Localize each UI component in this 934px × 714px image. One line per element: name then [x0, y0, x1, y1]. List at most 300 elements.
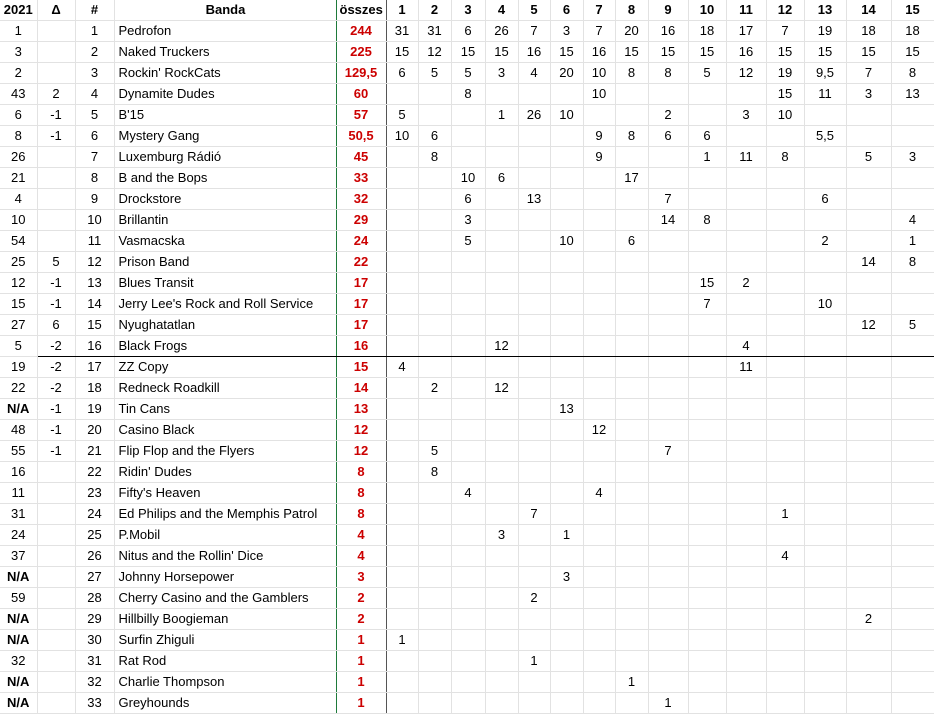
cell-year[interactable]: 26	[0, 147, 37, 168]
cell-total[interactable]: 60	[336, 84, 386, 105]
cell-position[interactable]: 26	[75, 546, 114, 567]
cell-round-5[interactable]	[518, 672, 550, 693]
cell-round-12[interactable]	[766, 609, 804, 630]
cell-round-11[interactable]	[726, 651, 766, 672]
cell-round-4[interactable]	[485, 504, 518, 525]
cell-round-6[interactable]	[550, 168, 583, 189]
cell-year[interactable]: 10	[0, 210, 37, 231]
cell-round-1[interactable]	[386, 504, 418, 525]
cell-round-4[interactable]	[485, 357, 518, 378]
header-round-9[interactable]: 9	[648, 0, 688, 21]
cell-round-14[interactable]	[846, 441, 891, 462]
cell-round-14[interactable]	[846, 399, 891, 420]
cell-round-8[interactable]	[615, 210, 648, 231]
cell-round-3[interactable]	[451, 294, 485, 315]
cell-round-13[interactable]	[804, 630, 846, 651]
cell-round-11[interactable]	[726, 252, 766, 273]
cell-round-12[interactable]	[766, 336, 804, 357]
cell-round-13[interactable]	[804, 462, 846, 483]
cell-round-6[interactable]	[550, 588, 583, 609]
cell-round-15[interactable]	[891, 378, 934, 399]
cell-round-7[interactable]	[583, 252, 615, 273]
cell-round-4[interactable]	[485, 672, 518, 693]
cell-round-12[interactable]	[766, 567, 804, 588]
cell-round-3[interactable]	[451, 546, 485, 567]
cell-round-1[interactable]	[386, 231, 418, 252]
cell-round-3[interactable]: 6	[451, 21, 485, 42]
cell-round-11[interactable]	[726, 693, 766, 714]
cell-total[interactable]: 2	[336, 609, 386, 630]
cell-round-14[interactable]	[846, 525, 891, 546]
cell-round-4[interactable]: 15	[485, 42, 518, 63]
cell-round-11[interactable]	[726, 525, 766, 546]
cell-round-5[interactable]: 4	[518, 63, 550, 84]
cell-round-10[interactable]	[688, 441, 726, 462]
cell-round-8[interactable]	[615, 609, 648, 630]
cell-round-6[interactable]	[550, 420, 583, 441]
cell-delta[interactable]: -1	[37, 294, 75, 315]
cell-round-13[interactable]	[804, 588, 846, 609]
cell-round-11[interactable]: 11	[726, 147, 766, 168]
cell-round-1[interactable]: 1	[386, 630, 418, 651]
cell-position[interactable]: 6	[75, 126, 114, 147]
cell-round-6[interactable]	[550, 693, 583, 714]
cell-total[interactable]: 16	[336, 336, 386, 357]
cell-round-14[interactable]	[846, 672, 891, 693]
cell-round-4[interactable]: 26	[485, 21, 518, 42]
cell-round-10[interactable]: 15	[688, 42, 726, 63]
cell-round-10[interactable]	[688, 231, 726, 252]
cell-round-12[interactable]	[766, 231, 804, 252]
cell-year[interactable]: 59	[0, 588, 37, 609]
cell-total[interactable]: 8	[336, 504, 386, 525]
cell-total[interactable]: 1	[336, 630, 386, 651]
cell-round-1[interactable]: 10	[386, 126, 418, 147]
cell-round-10[interactable]	[688, 672, 726, 693]
cell-round-12[interactable]: 15	[766, 42, 804, 63]
cell-round-10[interactable]	[688, 336, 726, 357]
cell-round-5[interactable]: 16	[518, 42, 550, 63]
cell-round-10[interactable]: 5	[688, 63, 726, 84]
cell-round-9[interactable]: 1	[648, 693, 688, 714]
cell-delta[interactable]: 6	[37, 315, 75, 336]
cell-round-2[interactable]	[418, 84, 451, 105]
cell-round-2[interactable]: 12	[418, 42, 451, 63]
cell-round-6[interactable]: 15	[550, 42, 583, 63]
cell-round-15[interactable]: 8	[891, 252, 934, 273]
cell-round-13[interactable]: 11	[804, 84, 846, 105]
cell-round-2[interactable]	[418, 168, 451, 189]
cell-round-10[interactable]	[688, 357, 726, 378]
cell-round-8[interactable]	[615, 504, 648, 525]
cell-round-7[interactable]	[583, 609, 615, 630]
header-year[interactable]: 2021	[0, 0, 37, 21]
cell-position[interactable]: 20	[75, 420, 114, 441]
cell-round-3[interactable]	[451, 651, 485, 672]
cell-round-11[interactable]	[726, 609, 766, 630]
cell-round-2[interactable]	[418, 651, 451, 672]
cell-round-3[interactable]	[451, 609, 485, 630]
cell-round-11[interactable]	[726, 441, 766, 462]
cell-round-2[interactable]	[418, 210, 451, 231]
header-round-10[interactable]: 10	[688, 0, 726, 21]
cell-round-8[interactable]	[615, 651, 648, 672]
cell-round-9[interactable]: 16	[648, 21, 688, 42]
cell-round-5[interactable]: 7	[518, 504, 550, 525]
cell-round-9[interactable]	[648, 567, 688, 588]
cell-year[interactable]: 22	[0, 378, 37, 399]
cell-round-11[interactable]	[726, 231, 766, 252]
cell-band-name[interactable]: Rat Rod	[114, 651, 336, 672]
cell-position[interactable]: 16	[75, 336, 114, 357]
cell-round-9[interactable]	[648, 147, 688, 168]
cell-round-9[interactable]: 7	[648, 189, 688, 210]
cell-round-9[interactable]	[648, 525, 688, 546]
cell-delta[interactable]	[37, 672, 75, 693]
cell-round-5[interactable]	[518, 252, 550, 273]
cell-delta[interactable]	[37, 546, 75, 567]
cell-round-10[interactable]	[688, 399, 726, 420]
cell-round-12[interactable]	[766, 588, 804, 609]
cell-delta[interactable]	[37, 231, 75, 252]
cell-round-10[interactable]	[688, 651, 726, 672]
cell-round-12[interactable]	[766, 525, 804, 546]
cell-round-1[interactable]	[386, 273, 418, 294]
cell-round-14[interactable]	[846, 294, 891, 315]
cell-year[interactable]: 21	[0, 168, 37, 189]
cell-round-5[interactable]	[518, 210, 550, 231]
cell-round-15[interactable]	[891, 189, 934, 210]
cell-round-15[interactable]	[891, 336, 934, 357]
cell-round-12[interactable]	[766, 693, 804, 714]
cell-band-name[interactable]: Naked Truckers	[114, 42, 336, 63]
cell-round-13[interactable]	[804, 399, 846, 420]
cell-position[interactable]: 10	[75, 210, 114, 231]
cell-round-1[interactable]	[386, 399, 418, 420]
cell-round-3[interactable]	[451, 672, 485, 693]
cell-position[interactable]: 2	[75, 42, 114, 63]
cell-round-1[interactable]	[386, 84, 418, 105]
header-round-14[interactable]: 14	[846, 0, 891, 21]
cell-round-6[interactable]: 10	[550, 105, 583, 126]
cell-round-8[interactable]	[615, 588, 648, 609]
cell-round-15[interactable]	[891, 651, 934, 672]
cell-band-name[interactable]: Greyhounds	[114, 693, 336, 714]
cell-round-3[interactable]: 15	[451, 42, 485, 63]
header-round-6[interactable]: 6	[550, 0, 583, 21]
cell-total[interactable]: 1	[336, 651, 386, 672]
cell-round-5[interactable]	[518, 336, 550, 357]
cell-round-14[interactable]	[846, 105, 891, 126]
cell-round-14[interactable]	[846, 126, 891, 147]
cell-round-2[interactable]: 31	[418, 21, 451, 42]
cell-round-15[interactable]	[891, 483, 934, 504]
cell-round-7[interactable]: 10	[583, 63, 615, 84]
cell-round-13[interactable]	[804, 567, 846, 588]
cell-round-7[interactable]: 12	[583, 420, 615, 441]
cell-round-14[interactable]: 15	[846, 42, 891, 63]
cell-band-name[interactable]: Prison Band	[114, 252, 336, 273]
cell-round-9[interactable]: 7	[648, 441, 688, 462]
cell-delta[interactable]: -1	[37, 105, 75, 126]
cell-year[interactable]: 1	[0, 21, 37, 42]
cell-round-7[interactable]: 4	[583, 483, 615, 504]
cell-round-4[interactable]	[485, 630, 518, 651]
header-round-2[interactable]: 2	[418, 0, 451, 21]
cell-round-9[interactable]: 14	[648, 210, 688, 231]
cell-round-1[interactable]: 5	[386, 105, 418, 126]
cell-delta[interactable]	[37, 42, 75, 63]
cell-round-7[interactable]	[583, 588, 615, 609]
cell-round-1[interactable]	[386, 336, 418, 357]
cell-round-5[interactable]	[518, 273, 550, 294]
cell-year[interactable]: 32	[0, 651, 37, 672]
cell-round-8[interactable]	[615, 273, 648, 294]
cell-round-15[interactable]: 4	[891, 210, 934, 231]
cell-round-5[interactable]: 7	[518, 21, 550, 42]
cell-round-3[interactable]	[451, 315, 485, 336]
cell-band-name[interactable]: Mystery Gang	[114, 126, 336, 147]
cell-round-5[interactable]	[518, 231, 550, 252]
cell-round-4[interactable]: 12	[485, 378, 518, 399]
cell-delta[interactable]: -2	[37, 378, 75, 399]
cell-round-5[interactable]: 2	[518, 588, 550, 609]
cell-position[interactable]: 21	[75, 441, 114, 462]
cell-round-4[interactable]	[485, 462, 518, 483]
cell-round-10[interactable]: 7	[688, 294, 726, 315]
cell-round-15[interactable]	[891, 588, 934, 609]
cell-round-3[interactable]	[451, 693, 485, 714]
cell-round-6[interactable]: 20	[550, 63, 583, 84]
cell-band-name[interactable]: Fifty's Heaven	[114, 483, 336, 504]
cell-round-14[interactable]	[846, 567, 891, 588]
cell-band-name[interactable]: Pedrofon	[114, 21, 336, 42]
cell-round-3[interactable]: 5	[451, 63, 485, 84]
cell-round-5[interactable]	[518, 399, 550, 420]
cell-delta[interactable]	[37, 651, 75, 672]
cell-round-13[interactable]	[804, 357, 846, 378]
cell-round-3[interactable]	[451, 504, 485, 525]
cell-band-name[interactable]: ZZ Copy	[114, 357, 336, 378]
cell-total[interactable]: 12	[336, 420, 386, 441]
cell-round-10[interactable]	[688, 189, 726, 210]
cell-round-15[interactable]: 13	[891, 84, 934, 105]
cell-total[interactable]: 4	[336, 546, 386, 567]
cell-round-12[interactable]	[766, 462, 804, 483]
cell-band-name[interactable]: P.Mobil	[114, 525, 336, 546]
cell-round-3[interactable]: 8	[451, 84, 485, 105]
cell-position[interactable]: 9	[75, 189, 114, 210]
cell-round-7[interactable]: 9	[583, 126, 615, 147]
cell-round-8[interactable]	[615, 567, 648, 588]
header-total[interactable]: összes	[336, 0, 386, 21]
cell-round-9[interactable]	[648, 630, 688, 651]
cell-round-9[interactable]	[648, 315, 688, 336]
cell-round-6[interactable]	[550, 378, 583, 399]
cell-round-3[interactable]: 6	[451, 189, 485, 210]
cell-round-9[interactable]	[648, 588, 688, 609]
cell-round-7[interactable]	[583, 105, 615, 126]
header-round-4[interactable]: 4	[485, 0, 518, 21]
cell-round-13[interactable]	[804, 210, 846, 231]
cell-round-2[interactable]: 6	[418, 126, 451, 147]
cell-round-3[interactable]	[451, 336, 485, 357]
cell-round-6[interactable]	[550, 504, 583, 525]
cell-band-name[interactable]: Vasmacska	[114, 231, 336, 252]
cell-round-14[interactable]: 5	[846, 147, 891, 168]
cell-total[interactable]: 13	[336, 399, 386, 420]
cell-round-14[interactable]	[846, 231, 891, 252]
cell-position[interactable]: 19	[75, 399, 114, 420]
cell-position[interactable]: 3	[75, 63, 114, 84]
cell-round-9[interactable]	[648, 504, 688, 525]
cell-round-9[interactable]	[648, 294, 688, 315]
cell-position[interactable]: 11	[75, 231, 114, 252]
cell-round-1[interactable]	[386, 483, 418, 504]
cell-round-14[interactable]	[846, 651, 891, 672]
cell-round-6[interactable]	[550, 651, 583, 672]
cell-round-12[interactable]: 15	[766, 84, 804, 105]
cell-year[interactable]: N/A	[0, 567, 37, 588]
header-position[interactable]: #	[75, 0, 114, 21]
cell-round-4[interactable]	[485, 126, 518, 147]
cell-round-11[interactable]: 4	[726, 336, 766, 357]
cell-round-14[interactable]	[846, 336, 891, 357]
cell-round-12[interactable]	[766, 651, 804, 672]
cell-round-15[interactable]: 15	[891, 42, 934, 63]
cell-delta[interactable]	[37, 210, 75, 231]
cell-round-11[interactable]	[726, 294, 766, 315]
cell-round-11[interactable]: 17	[726, 21, 766, 42]
cell-round-15[interactable]	[891, 546, 934, 567]
cell-round-10[interactable]	[688, 525, 726, 546]
cell-round-15[interactable]	[891, 168, 934, 189]
cell-position[interactable]: 1	[75, 21, 114, 42]
cell-round-6[interactable]	[550, 546, 583, 567]
cell-round-13[interactable]	[804, 672, 846, 693]
cell-round-6[interactable]: 13	[550, 399, 583, 420]
cell-round-5[interactable]: 1	[518, 651, 550, 672]
cell-round-15[interactable]: 1	[891, 231, 934, 252]
cell-total[interactable]: 129,5	[336, 63, 386, 84]
cell-round-9[interactable]	[648, 231, 688, 252]
cell-round-11[interactable]	[726, 588, 766, 609]
cell-round-13[interactable]	[804, 378, 846, 399]
cell-round-1[interactable]	[386, 462, 418, 483]
cell-round-15[interactable]: 8	[891, 63, 934, 84]
cell-position[interactable]: 13	[75, 273, 114, 294]
cell-delta[interactable]	[37, 483, 75, 504]
cell-round-2[interactable]	[418, 420, 451, 441]
cell-position[interactable]: 31	[75, 651, 114, 672]
cell-position[interactable]: 8	[75, 168, 114, 189]
cell-round-15[interactable]	[891, 567, 934, 588]
cell-round-12[interactable]	[766, 672, 804, 693]
cell-total[interactable]: 1	[336, 693, 386, 714]
cell-round-10[interactable]: 15	[688, 273, 726, 294]
cell-round-6[interactable]	[550, 147, 583, 168]
cell-round-11[interactable]	[726, 546, 766, 567]
cell-round-9[interactable]	[648, 357, 688, 378]
cell-delta[interactable]: 2	[37, 84, 75, 105]
header-round-12[interactable]: 12	[766, 0, 804, 21]
cell-round-4[interactable]	[485, 294, 518, 315]
cell-total[interactable]: 32	[336, 189, 386, 210]
cell-round-12[interactable]	[766, 357, 804, 378]
cell-round-8[interactable]	[615, 84, 648, 105]
cell-round-3[interactable]	[451, 147, 485, 168]
cell-round-8[interactable]	[615, 693, 648, 714]
cell-round-13[interactable]	[804, 336, 846, 357]
cell-total[interactable]: 33	[336, 168, 386, 189]
cell-year[interactable]: 55	[0, 441, 37, 462]
cell-round-4[interactable]	[485, 420, 518, 441]
cell-round-5[interactable]	[518, 567, 550, 588]
cell-round-1[interactable]	[386, 252, 418, 273]
cell-round-3[interactable]	[451, 399, 485, 420]
cell-round-1[interactable]	[386, 672, 418, 693]
cell-round-10[interactable]	[688, 462, 726, 483]
cell-round-7[interactable]	[583, 210, 615, 231]
cell-total[interactable]: 17	[336, 315, 386, 336]
cell-delta[interactable]: -1	[37, 126, 75, 147]
cell-round-6[interactable]	[550, 336, 583, 357]
cell-round-15[interactable]	[891, 105, 934, 126]
cell-round-13[interactable]	[804, 273, 846, 294]
cell-round-5[interactable]	[518, 693, 550, 714]
cell-round-10[interactable]	[688, 546, 726, 567]
cell-round-13[interactable]	[804, 420, 846, 441]
cell-year[interactable]: 24	[0, 525, 37, 546]
cell-year[interactable]: 43	[0, 84, 37, 105]
cell-round-15[interactable]	[891, 420, 934, 441]
cell-round-2[interactable]: 8	[418, 462, 451, 483]
cell-round-13[interactable]	[804, 525, 846, 546]
cell-band-name[interactable]: Ridin' Dudes	[114, 462, 336, 483]
cell-band-name[interactable]: Johnny Horsepower	[114, 567, 336, 588]
cell-round-4[interactable]	[485, 147, 518, 168]
cell-round-2[interactable]	[418, 672, 451, 693]
cell-round-6[interactable]: 10	[550, 231, 583, 252]
cell-round-8[interactable]: 8	[615, 63, 648, 84]
cell-band-name[interactable]: Nitus and the Rollin' Dice	[114, 546, 336, 567]
cell-delta[interactable]: -2	[37, 336, 75, 357]
cell-round-10[interactable]	[688, 420, 726, 441]
cell-position[interactable]: 30	[75, 630, 114, 651]
cell-round-3[interactable]	[451, 567, 485, 588]
cell-position[interactable]: 7	[75, 147, 114, 168]
cell-round-6[interactable]	[550, 126, 583, 147]
cell-round-14[interactable]: 7	[846, 63, 891, 84]
cell-round-3[interactable]	[451, 588, 485, 609]
cell-round-3[interactable]: 5	[451, 231, 485, 252]
cell-total[interactable]: 24	[336, 231, 386, 252]
cell-band-name[interactable]: Flip Flop and the Flyers	[114, 441, 336, 462]
cell-band-name[interactable]: Luxemburg Rádió	[114, 147, 336, 168]
cell-round-4[interactable]: 1	[485, 105, 518, 126]
cell-round-1[interactable]	[386, 210, 418, 231]
cell-round-1[interactable]	[386, 378, 418, 399]
cell-round-8[interactable]: 8	[615, 126, 648, 147]
cell-round-10[interactable]	[688, 315, 726, 336]
cell-round-13[interactable]	[804, 651, 846, 672]
cell-round-2[interactable]: 5	[418, 441, 451, 462]
cell-round-8[interactable]	[615, 378, 648, 399]
cell-round-14[interactable]	[846, 588, 891, 609]
cell-year[interactable]: 16	[0, 462, 37, 483]
cell-round-2[interactable]	[418, 105, 451, 126]
cell-delta[interactable]	[37, 630, 75, 651]
